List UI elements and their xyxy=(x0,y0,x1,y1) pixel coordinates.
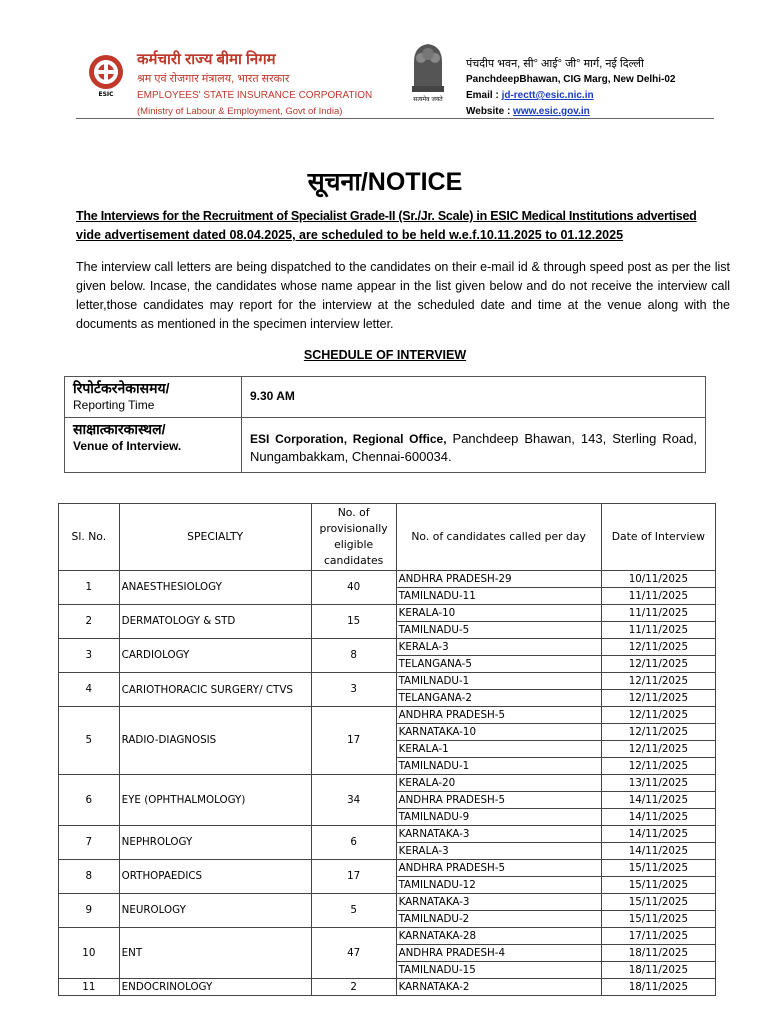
interview-date-cell: 13/11/2025 xyxy=(601,775,715,792)
candidates-per-day-cell: TELANGANA-5 xyxy=(396,656,601,673)
sl-cell: 6 xyxy=(59,775,120,826)
specialty-cell: CARDIOLOGY xyxy=(119,639,311,673)
specialty-cell: ANAESTHESIOLOGY xyxy=(119,571,311,605)
candidates-per-day-cell: KERALA-3 xyxy=(396,843,601,860)
table-row xyxy=(59,707,716,724)
sl-cell: 9 xyxy=(59,894,120,928)
specialty-cell: RADIO-DIAGNOSIS xyxy=(119,707,311,775)
sl-cell: 11 xyxy=(59,979,120,996)
header-eligible: No. of provisionally eligible candidates xyxy=(311,504,396,571)
interview-date-cell: 11/11/2025 xyxy=(601,622,715,639)
notice-subject xyxy=(76,207,730,245)
candidates-per-day-cell: ANDHRA PRADESH-5 xyxy=(396,707,601,724)
eligible-count-cell: 17 xyxy=(311,707,396,775)
national-emblem xyxy=(404,38,452,104)
website-label: Website : xyxy=(466,106,514,117)
interview-date-cell: 15/11/2025 xyxy=(601,911,715,928)
candidates-per-day-cell: TAMILNADU-1 xyxy=(396,673,601,690)
eligible-count-cell: 40 xyxy=(311,571,396,605)
interview-date-cell: 18/11/2025 xyxy=(601,962,715,979)
interview-date-cell: 14/11/2025 xyxy=(601,792,715,809)
subject-line-1: The Interviews for the Recruitment of Specialist Grade-II (Sr./Jr. Scale) in ESIC Medical Institutions advertised xyxy=(76,209,697,223)
sl-cell: 5 xyxy=(59,707,120,775)
candidates-per-day-cell: KERALA-3 xyxy=(396,639,601,656)
sl-cell: 7 xyxy=(59,826,120,860)
interview-date-cell: 12/11/2025 xyxy=(601,724,715,741)
specialty-cell: NEPHROLOGY xyxy=(119,826,311,860)
candidates-per-day-cell: KARNATAKA-28 xyxy=(396,928,601,945)
logo-caption: ESIC xyxy=(98,91,114,98)
specialty-cell: DERMATOLOGY & STD xyxy=(119,605,311,639)
candidates-per-day-cell: TAMILNADU-5 xyxy=(396,622,601,639)
interview-date-cell: 14/11/2025 xyxy=(601,826,715,843)
specialty-cell: NEUROLOGY xyxy=(119,894,311,928)
interview-date-cell: 12/11/2025 xyxy=(601,707,715,724)
esic-logo xyxy=(82,52,130,100)
candidates-per-day-cell: ANDHRA PRADESH-4 xyxy=(396,945,601,962)
interview-date-cell: 14/11/2025 xyxy=(601,809,715,826)
table-row xyxy=(59,860,716,877)
eligible-count-cell: 15 xyxy=(311,605,396,639)
candidates-per-day-cell: ANDHRA PRADESH-29 xyxy=(396,571,601,588)
table-header-row xyxy=(59,504,716,571)
interview-date-cell: 12/11/2025 xyxy=(601,690,715,707)
candidates-per-day-cell: KARNATAKA-3 xyxy=(396,894,601,911)
header-date: Date of Interview xyxy=(601,504,715,571)
header-specialty: SPECIALTY xyxy=(119,504,311,571)
sl-cell: 2 xyxy=(59,605,120,639)
interview-date-cell: 11/11/2025 xyxy=(601,588,715,605)
interview-date-cell: 15/11/2025 xyxy=(601,877,715,894)
candidates-per-day-cell: TAMILNADU-9 xyxy=(396,809,601,826)
interview-date-cell: 17/11/2025 xyxy=(601,928,715,945)
reporting-label-english: Reporting Time xyxy=(73,398,155,412)
reporting-row xyxy=(65,377,706,418)
candidates-per-day-cell: ANDHRA PRADESH-5 xyxy=(396,792,601,809)
interview-table xyxy=(58,503,716,996)
candidates-per-day-cell: KERALA-20 xyxy=(396,775,601,792)
table-row xyxy=(59,775,716,792)
interview-date-cell: 12/11/2025 xyxy=(601,673,715,690)
candidates-per-day-cell: KARNATAKA-2 xyxy=(396,979,601,996)
candidates-per-day-cell: TAMILNADU-2 xyxy=(396,911,601,928)
notice-title: सूचना/NOTICE xyxy=(307,168,463,196)
website-link[interactable]: www.esic.gov.in xyxy=(513,106,590,117)
candidates-per-day-cell: KERALA-10 xyxy=(396,605,601,622)
sl-cell: 8 xyxy=(59,860,120,894)
table-row xyxy=(59,673,716,690)
interview-date-cell: 10/11/2025 xyxy=(601,571,715,588)
header-divider xyxy=(76,118,714,119)
org-name-english: EMPLOYEES' STATE INSURANCE CORPORATION xyxy=(137,90,373,101)
candidates-per-day-cell: KARNATAKA-3 xyxy=(396,826,601,843)
emblem-caption: सत्यमेव जयते xyxy=(413,96,443,103)
interview-date-cell: 12/11/2025 xyxy=(601,656,715,673)
venue-row xyxy=(65,418,706,473)
header-sl: Sl. No. xyxy=(59,504,120,571)
table-row xyxy=(59,571,716,588)
table-row xyxy=(59,639,716,656)
interview-date-cell: 18/11/2025 xyxy=(601,979,715,996)
eligible-count-cell: 34 xyxy=(311,775,396,826)
specialty-cell: ENDOCRINOLOGY xyxy=(119,979,311,996)
venue-label-english: Venue of Interview. xyxy=(73,439,182,453)
table-row xyxy=(59,928,716,945)
sl-cell: 4 xyxy=(59,673,120,707)
specialty-cell: EYE (OPHTHALMOLOGY) xyxy=(119,775,311,826)
schedule-table xyxy=(64,376,706,473)
interview-date-cell: 15/11/2025 xyxy=(601,894,715,911)
esic-logo-icon xyxy=(82,52,130,100)
eligible-count-cell: 17 xyxy=(311,860,396,894)
interview-date-cell: 18/11/2025 xyxy=(601,945,715,962)
email-link[interactable]: jd-rectt@esic.nic.in xyxy=(501,90,594,101)
sl-cell: 1 xyxy=(59,571,120,605)
venue-label-hindi: साक्षात्कारकास्थल/ xyxy=(73,421,166,437)
interview-date-cell: 11/11/2025 xyxy=(601,605,715,622)
table-row xyxy=(59,605,716,622)
candidates-per-day-cell: TAMILNADU-12 xyxy=(396,877,601,894)
sl-cell: 10 xyxy=(59,928,120,979)
eligible-count-cell: 2 xyxy=(311,979,396,996)
reporting-label-hindi: रिपोर्टकरनेकासमय/ xyxy=(73,380,170,396)
sl-cell: 3 xyxy=(59,639,120,673)
ministry-english: (Ministry of Labour & Employment, Govt of India) xyxy=(137,106,343,117)
org-name-hindi: कर्मचारी राज्य बीमा निगम xyxy=(137,51,276,68)
candidates-per-day-cell: ANDHRA PRADESH-5 xyxy=(396,860,601,877)
eligible-count-cell: 6 xyxy=(311,826,396,860)
interview-date-cell: 14/11/2025 xyxy=(601,843,715,860)
address: PanchdeepBhawan, CIG Marg, New Delhi-02 xyxy=(466,74,676,85)
address-hindi: पंचदीप भवन, सी° आई° जी° मार्ग, नई दिल्ली xyxy=(466,58,644,70)
candidates-per-day-cell: KARNATAKA-10 xyxy=(396,724,601,741)
specialty-cell: ENT xyxy=(119,928,311,979)
interview-date-cell: 15/11/2025 xyxy=(601,860,715,877)
table-row xyxy=(59,826,716,843)
interview-date-cell: 12/11/2025 xyxy=(601,741,715,758)
candidates-per-day-cell: TAMILNADU-11 xyxy=(396,588,601,605)
specialty-cell: ORTHOPAEDICS xyxy=(119,860,311,894)
table-row xyxy=(59,894,716,911)
interview-date-cell: 12/11/2025 xyxy=(601,639,715,656)
candidates-per-day-cell: TELANGANA-2 xyxy=(396,690,601,707)
subject-line-2: vide advertisement dated 08.04.2025, are scheduled to be held w.e.f.10.11.2025 to 01.12.2025 xyxy=(76,228,624,242)
venue-value xyxy=(242,418,706,473)
eligible-count-cell: 8 xyxy=(311,639,396,673)
table-body xyxy=(59,571,716,996)
reporting-label-cell xyxy=(65,377,242,418)
eligible-count-cell: 47 xyxy=(311,928,396,979)
specialty-cell: CARIOTHORACIC SURGERY/ CTVS xyxy=(119,673,311,707)
header-per-day: No. of candidates called per day xyxy=(396,504,601,571)
email-label: Email : xyxy=(466,90,502,101)
schedule-heading: SCHEDULE OF INTERVIEW xyxy=(303,348,467,362)
table-row xyxy=(59,979,716,996)
eligible-count-cell: 5 xyxy=(311,894,396,928)
candidates-per-day-cell: TAMILNADU-1 xyxy=(396,758,601,775)
lion-emblem-icon xyxy=(404,38,452,104)
email-line xyxy=(466,88,594,104)
ministry-hindi: श्रम एवं रोजगार मंत्रालय, भारत सरकार xyxy=(137,73,290,85)
venue-label-cell xyxy=(65,418,242,473)
candidates-per-day-cell: KERALA-1 xyxy=(396,741,601,758)
reporting-time-value: 9.30 AM xyxy=(242,377,706,418)
venue-rest: Panchdeep Bhawan, 143, Sterling Road, Nungambakkam, Chennai-600034. xyxy=(250,431,697,464)
candidates-per-day-cell: TAMILNADU-15 xyxy=(396,962,601,979)
eligible-count-cell: 3 xyxy=(311,673,396,707)
notice-paragraph: The interview call letters are being dispatched to the candidates on their e-mail id & through speed post as per the list given below. Incase, the candidates whose name appear in the list given below and do not receive the interview call letter,those candidates may report for the interview at the scheduled date and time at the venue along with the documents as mentioned in the specimen interview letter. xyxy=(76,260,730,331)
interview-date-cell: 12/11/2025 xyxy=(601,758,715,775)
venue-bold: ESI Corporation, Regional Office, xyxy=(250,432,447,446)
